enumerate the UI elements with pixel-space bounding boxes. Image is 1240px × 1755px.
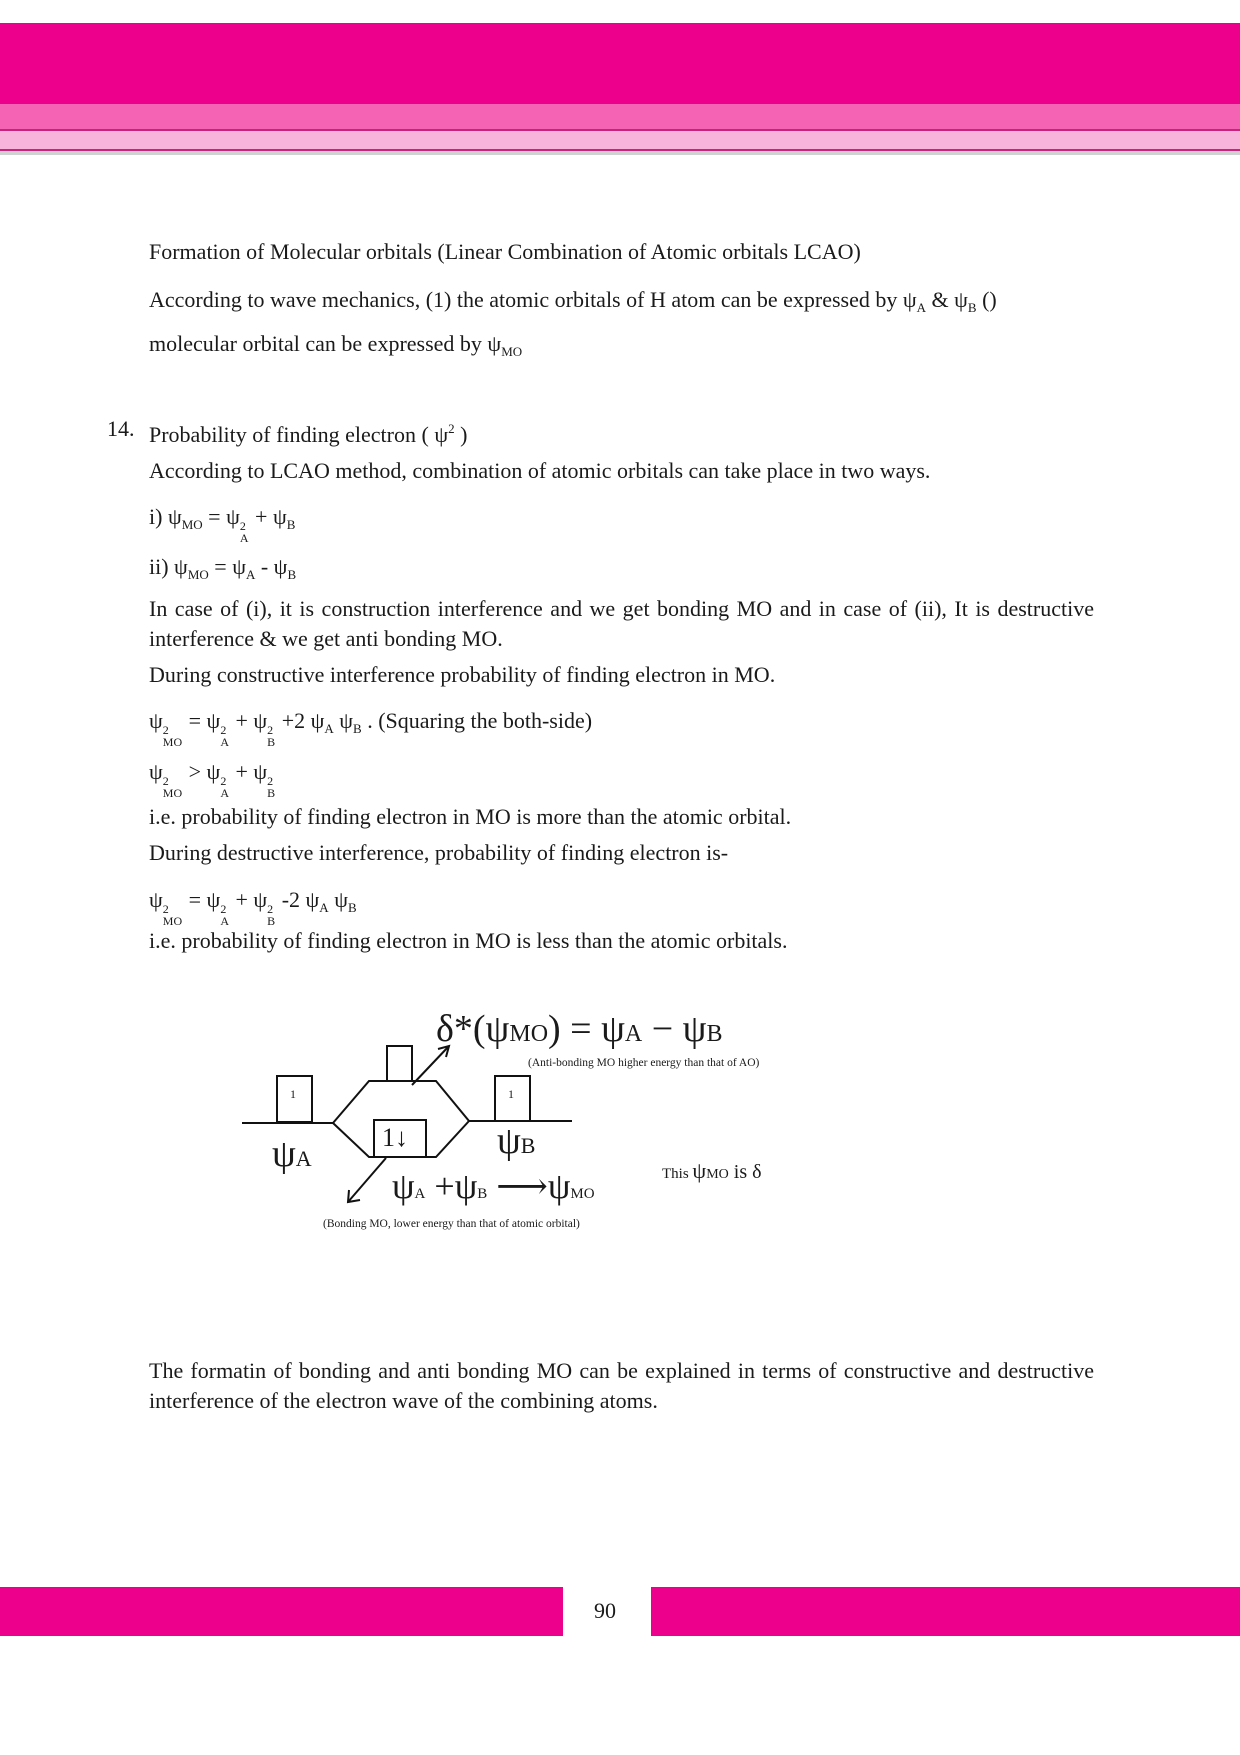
text: + ψ [249, 504, 287, 529]
note-text: is δ [728, 1161, 762, 1183]
eq-sub: MO [570, 1186, 595, 1202]
psi-b-label [497, 1122, 535, 1160]
subscript: A [245, 567, 256, 582]
subscript: B [286, 517, 296, 532]
text: = ψ [183, 708, 221, 733]
text: During destructive interference, probability of finding electron is- [149, 840, 729, 865]
text: & ψ [926, 287, 968, 312]
text: = ψ [183, 887, 221, 912]
bonding-box-label: 1↓ [382, 1123, 408, 1152]
eq-sub: B [706, 1021, 723, 1047]
sub: A [295, 1146, 312, 1171]
page-number: 90 [594, 1598, 616, 1623]
text: i) ψ [149, 504, 182, 529]
subscript: A [220, 735, 229, 749]
bottom-equation [392, 1168, 595, 1204]
text: ) [454, 422, 468, 447]
eq-sub: A [624, 1021, 643, 1047]
text: molecular orbital can be expressed by ψ [149, 331, 502, 356]
bonding-caption: (Bonding MO, lower energy than that of atomic orbital) [323, 1218, 580, 1230]
subscript: MO [181, 517, 203, 532]
sub: B [520, 1133, 536, 1158]
text: = ψ [208, 554, 246, 579]
text: According to wave mechanics, (1) the atomic orbitals of H atom can be expressed by ψ [149, 287, 917, 312]
subscript: B [967, 300, 977, 315]
text: + ψ [229, 759, 268, 784]
antibonding-caption: (Anti-bonding MO higher energy than that of AO) [528, 1057, 760, 1069]
superscript: 2 [220, 723, 227, 737]
superscript: 2 [220, 902, 227, 916]
text: According to LCAO method, combination of atomic orbitals can take place in two ways. [149, 458, 931, 483]
text: -2 ψ [276, 887, 320, 912]
text: + ψ [229, 708, 268, 733]
subscript: B [267, 914, 276, 928]
paragraph-interference: In case of (i), it is construction interference and we get bonding MO and in case of (ii), It is destructive interference & we get anti bonding MO. [149, 596, 1094, 651]
eq-part: ⟶ψ [487, 1166, 571, 1206]
psi: ψ [272, 1133, 296, 1175]
psi: ψ [692, 1158, 707, 1183]
footer-band-right [651, 1587, 1240, 1636]
psi-mo-note [662, 1160, 762, 1182]
text: During constructive interference probability of finding electron in MO. [149, 662, 776, 687]
text: ψ [328, 887, 348, 912]
subscript: MO [501, 344, 523, 359]
text: Formation of Molecular orbitals (Linear Combination of Atomic orbitals LCAO) [149, 239, 861, 264]
psi: ψ [497, 1120, 521, 1162]
text: > ψ [183, 759, 221, 784]
text: + ψ [229, 887, 268, 912]
text: Probability of finding electron ( ψ [149, 422, 449, 447]
superscript: 2 [267, 902, 274, 916]
text: i.e. probability of finding electron in MO is less than the atomic orbitals. [149, 928, 788, 953]
subscript: B [287, 567, 297, 582]
sub: MO [706, 1167, 729, 1182]
subscript: MO [162, 786, 183, 800]
subscript: A [220, 786, 229, 800]
text: - ψ [255, 554, 288, 579]
subscript: B [267, 786, 276, 800]
item-number: 14. [107, 416, 135, 441]
subscript: B [353, 721, 362, 736]
psi-a-label [272, 1135, 312, 1173]
eq-part: ) = ψ [548, 1008, 625, 1050]
eq-part: +ψ [425, 1166, 478, 1206]
subscript: MO [187, 567, 209, 582]
paragraph-final: The formatin of bonding and anti bonding MO can be explained in terms of constructive and destructive interference of the electron wave of the combining atoms. [149, 1358, 1094, 1413]
antibonding-arrow [412, 1046, 449, 1085]
superscript: 2 [267, 723, 274, 737]
subscript: A [916, 300, 927, 315]
text: +2 ψ [276, 708, 325, 733]
superscript: 2 [162, 902, 169, 916]
text: = ψ [202, 504, 240, 529]
superscript: 2 [267, 774, 274, 788]
text: ψ [149, 887, 163, 912]
subscript: A [319, 900, 329, 915]
eq-part: ψ [392, 1166, 415, 1206]
subscript: A [239, 531, 249, 545]
text: i.e. probability of finding electron in MO is more than the atomic orbital. [149, 804, 792, 829]
top-equation [436, 1010, 722, 1048]
antibonding-box [387, 1046, 412, 1081]
text: ψ [149, 759, 163, 784]
eq-sub: A [414, 1186, 426, 1202]
subscript: MO [162, 735, 183, 749]
note-text: This [662, 1166, 693, 1182]
superscript: 2 [220, 774, 227, 788]
superscript: 2 [162, 723, 169, 737]
superscript: 2 [162, 774, 169, 788]
text: () [976, 287, 997, 312]
text: . (Squaring the both-side) [361, 708, 593, 733]
footer-band-left [0, 1587, 563, 1636]
text: ψ [149, 708, 163, 733]
box-a-label: 1 [290, 1087, 296, 1101]
eq-sub: MO [509, 1021, 549, 1047]
subscript: MO [162, 914, 183, 928]
superscript: 2 [239, 519, 246, 533]
subscript: A [324, 721, 334, 736]
subscript: B [267, 735, 276, 749]
subscript: B [347, 900, 357, 915]
box-b-label: 1 [508, 1087, 514, 1101]
subscript: A [220, 914, 229, 928]
eq-part: δ*(ψ [436, 1008, 510, 1050]
superscript: 2 [448, 421, 455, 436]
text: ii) ψ [149, 554, 188, 579]
eq-sub: B [477, 1186, 488, 1202]
eq-part: − ψ [642, 1008, 707, 1050]
bonding-arrow [348, 1158, 386, 1202]
text: ψ [333, 708, 354, 733]
